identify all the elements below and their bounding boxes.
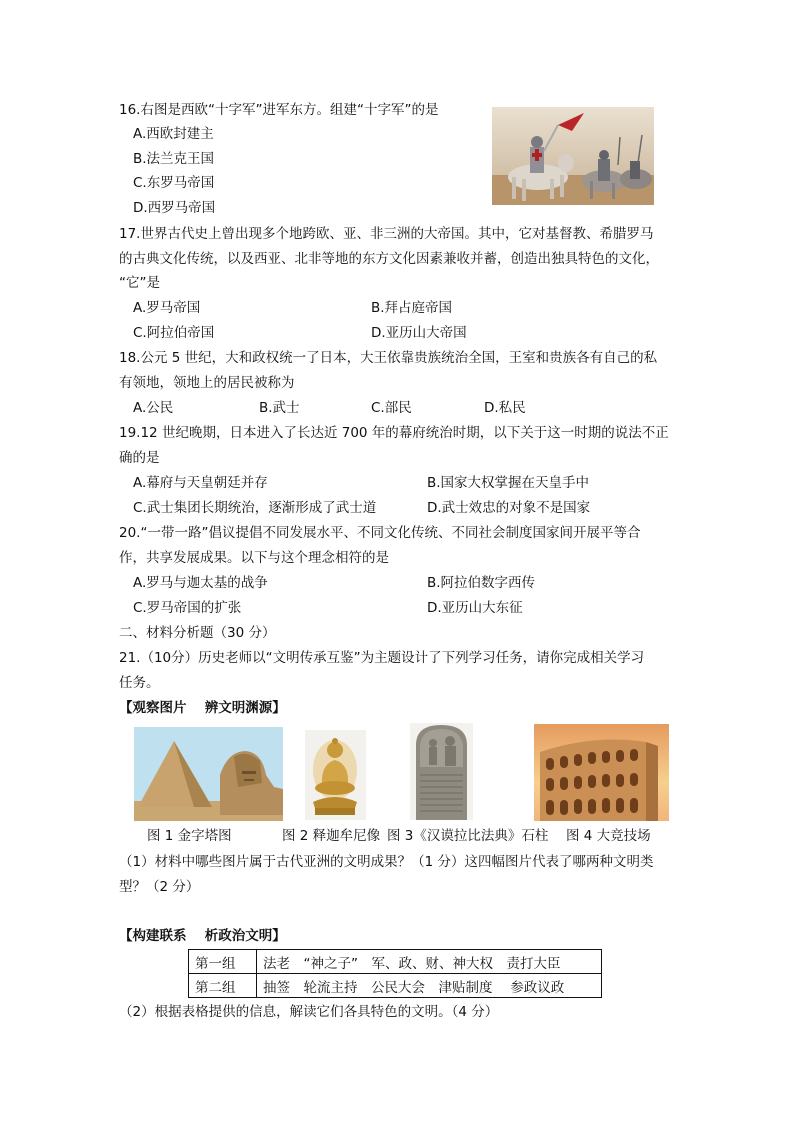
q16-option-b: B.法兰克王国 <box>133 151 215 167</box>
figure1-caption: 图 1 金字塔图 <box>147 828 232 844</box>
q20-option-b: B.阿拉伯数字西传 <box>427 575 536 591</box>
politics-table <box>188 949 602 998</box>
q16-option-a: A.西欧封建主 <box>133 126 214 142</box>
q21-sub1-line2: 型？（2 分） <box>119 879 200 895</box>
q18-stem-line1: 18.公元 5 世纪，大和政权统一了日本，大王依靠贵族统治全国，王室和贵族各有自己的私 <box>119 350 658 366</box>
q18-option-c: C.部民 <box>371 400 412 416</box>
q21-stem-line2: 任务。 <box>119 675 160 691</box>
q20-stem-line2: 作，共享发展成果。以下与这个理念相符的是 <box>119 550 389 566</box>
q18-stem-line2: 有领地，领地上的居民被称为 <box>119 375 295 391</box>
q21-stem-line1: 21.（10分）历史老师以“文明传承互鉴”为主题设计了下列学习任务，请你完成相关学习 <box>119 650 645 666</box>
q17-option-c: C.阿拉伯帝国 <box>133 325 215 341</box>
table-cell-content: 抽签 轮流主持 公民大会 津贴制度 参政议政 <box>257 974 602 998</box>
buddha-statue-image <box>305 730 366 820</box>
table-row <box>189 974 602 998</box>
q16-option-c: C.东罗马帝国 <box>133 175 215 191</box>
q18-option-a: A.公民 <box>133 400 174 416</box>
table-cell-group: 第二组 <box>189 974 257 998</box>
q19-option-d: D.武士效忠的对象不是国家 <box>427 500 591 516</box>
observe-heading: 【观察图片 辨文明渊源】 <box>119 700 286 716</box>
pyramid-image <box>134 727 283 821</box>
q18-option-b: B.武士 <box>259 400 300 416</box>
colosseum-image <box>534 724 669 821</box>
figure2-caption: 图 2 释迦牟尼像 <box>282 828 381 844</box>
q21-sub1-line1: （1）材料中哪些图片属于古代亚洲的文明成果？（1 分）这四幅图片代表了哪两种文明类 <box>119 854 654 870</box>
table-cell-content: 法老 “神之子” 军、政、财、神大权 责打大臣 <box>257 950 602 974</box>
q17-option-b: B.拜占庭帝国 <box>371 300 453 316</box>
q17-stem-line1: 17.世界古代史上曾出现多个地跨欧、亚、非三洲的大帝国。其中，它对基督教、希腊罗马 <box>119 226 654 242</box>
figure3-caption: 图 3《汉谟拉比法典》石柱 <box>387 828 549 844</box>
crusaders-image <box>492 107 654 205</box>
q20-option-a: A.罗马与迦太基的战争 <box>133 575 268 591</box>
q20-option-d: D.亚历山大东征 <box>427 600 523 616</box>
table-row <box>189 950 602 974</box>
q19-option-a: A.幕府与天皇朝廷并存 <box>133 475 268 491</box>
q19-option-c: C.武士集团长期统治，逐渐形成了武士道 <box>133 500 377 516</box>
q19-stem-line2: 确的是 <box>119 450 160 466</box>
q17-stem-line2: 的古典文化传统，以及西亚、北非等地的东方文化因素兼收并蓄，创造出独具特色的文化， <box>119 251 659 267</box>
q21-sub2: （2）根据表格提供的信息，解读它们各具特色的文明。（4 分） <box>119 1004 499 1020</box>
q19-stem-line1: 19.12 世纪晚期，日本进入了长达近 700 年的幕府统治时期，以下关于这一时期的说法不正 <box>119 425 669 441</box>
q18-option-d: D.私民 <box>484 400 526 416</box>
q20-option-c: C.罗马帝国的扩张 <box>133 600 242 616</box>
q17-option-d: D.亚历山大帝国 <box>371 325 467 341</box>
q17-option-a: A.罗马帝国 <box>133 300 201 316</box>
hammurabi-stele-image <box>410 723 473 820</box>
q17-stem-line3: “它”是 <box>119 275 160 291</box>
table-cell-group: 第一组 <box>189 950 257 974</box>
figure4-caption: 图 4 大竞技场 <box>566 828 651 844</box>
q19-option-b: B.国家大权掌握在天皇手中 <box>427 475 590 491</box>
q20-stem-line1: 20.“一带一路”倡议提倡不同发展水平、不同文化传统、不同社会制度国家间开展平等合 <box>119 525 641 541</box>
section-heading: 二、材料分析题（30 分） <box>119 625 276 641</box>
q16-stem: 16.右图是西欧“十字军”进军东方。组建“十字军”的是 <box>119 102 439 118</box>
q16-option-d: D.西罗马帝国 <box>133 200 216 216</box>
build-heading: 【构建联系 析政治文明】 <box>119 928 286 944</box>
